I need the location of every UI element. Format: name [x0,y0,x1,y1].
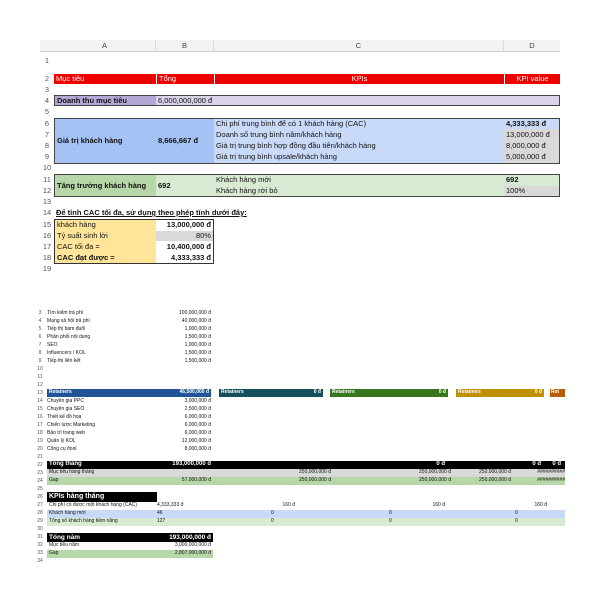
row-number[interactable]: 23 [37,470,43,476]
row-number[interactable]: 10 [37,366,43,372]
kpi-monthly-value[interactable]: 0 [389,510,392,516]
retainer-value: 46,500,000 đ [179,389,209,395]
kpi-name[interactable]: Doanh số trung bình năm/khách hàng [216,130,342,139]
retainer-item-value[interactable]: 6,000,000 đ [184,414,211,420]
customer-value-label[interactable]: Giá trị khách hàng [57,136,123,145]
expense-label[interactable]: Mạng xã hội trả phí [47,318,90,324]
monthly-total-value[interactable]: 0 đ [552,461,561,467]
retainer-item-value[interactable]: 12,000,000 đ [181,438,211,444]
monthly-gap-value[interactable]: 250,000,000 đ [419,477,451,483]
kpi-monthly-label[interactable]: Tổng số khách hàng tiềm năng [49,518,118,524]
row-number[interactable]: 6 [38,334,42,340]
monthly-total-value[interactable]: 0 đ [436,461,445,467]
row-number[interactable]: 9 [44,152,50,161]
row-number[interactable]: 13 [42,197,52,206]
cac-calc-label[interactable]: CAC đạt được = [57,253,115,262]
expense-label[interactable]: SEO [47,342,58,348]
expense-label[interactable]: Tiếp thị liên kết [47,358,81,364]
retainer-item-label[interactable]: Chuyên gia SEO [47,406,85,412]
row-number[interactable]: 7 [38,342,42,348]
cac-calc-value[interactable]: 13,000,000 đ [166,220,211,229]
retainer-item-label[interactable]: Quản lý KOL [47,438,76,444]
row-number[interactable]: 5 [44,107,50,116]
row-number[interactable]: 3 [38,310,42,316]
monthly-total-label[interactable]: Tổng tháng [49,461,82,467]
monthly-gap-value[interactable]: ########## [537,477,565,483]
row-number[interactable]: 30 [37,526,43,532]
yearly-total-label[interactable]: Tổng năm [49,534,81,541]
expense-label[interactable]: Influencers / KOL [47,350,86,356]
expense-label[interactable]: Tiếp thị bám đuổi [47,326,86,332]
retainer-label: Ret [551,389,560,395]
retainer-label: Retainers [49,389,72,395]
retainer-item-value[interactable]: 8,000,000 đ [184,446,211,452]
retainer-item-label[interactable]: Chuyên gia PPC [47,398,84,404]
row-number[interactable]: 22 [37,462,43,468]
monthly-target-value[interactable]: 250,000,000 đ [479,469,511,475]
row-number[interactable]: 31 [37,534,43,540]
row-number[interactable]: 11 [43,175,51,184]
kpi-name[interactable]: Giá trị trung bình hợp đồng đầu tiên/khách hàng [216,141,376,150]
sheet2 [35,308,565,566]
row-number[interactable]: 14 [42,208,52,217]
kpi-monthly-value[interactable]: 0 [271,518,274,524]
row-number[interactable]: 24 [37,478,43,484]
retainer-label: Retainers [332,389,355,395]
monthly-target-value[interactable]: 250,000,000 đ [419,469,451,475]
revenue-value[interactable]: 6,000,000,000 đ [158,96,213,105]
retainer-item-label[interactable]: Bảo trì trang web [47,430,86,436]
growth-kpi-value[interactable]: 100% [506,186,526,195]
kpi-monthly-value[interactable]: 0 [515,518,518,524]
expense-label[interactable]: Phân phối nội dung [47,334,91,340]
retainer-value: 0 đ [438,389,446,395]
yearly-target-label[interactable]: Mục tiêu năm [49,542,80,548]
monthly-gap-value[interactable]: 250,000,000 đ [479,477,511,483]
expense-value[interactable]: 1,000,000 đ [184,342,211,348]
retainer-header[interactable] [219,389,323,397]
expense-value[interactable]: 1,500,000 đ [184,358,211,364]
retainer-value: 0 đ [313,389,321,395]
kpi-value[interactable]: 13,000,000 đ [506,130,550,139]
cac-calc-label[interactable]: CAC tối đa = [57,242,100,251]
retainer-item-value[interactable]: 3,000,000 đ [184,398,211,404]
row-number[interactable]: 15 [42,220,52,229]
sheet1 [40,40,560,275]
column-header-a[interactable]: A [54,40,156,52]
monthly-target-value[interactable]: ########## [537,469,565,475]
monthly-total-value[interactable]: 193,000,000 đ [172,461,211,467]
kpi-monthly-value[interactable]: 160 đ [282,502,295,508]
expense-value[interactable]: 1,500,000 đ [184,350,211,356]
retainer-item-label[interactable]: Thiết kế đồ họa [47,414,82,420]
kpi-monthly-value[interactable]: 0 [271,510,274,516]
row-number[interactable]: 19 [42,264,52,273]
expense-value[interactable]: 40,000,000 đ [181,318,211,324]
row-number[interactable]: 33 [37,550,43,556]
retainer-header[interactable] [330,389,448,397]
column-header-b[interactable]: B [156,40,214,52]
retainer-header[interactable] [47,389,211,397]
monthly-target-value[interactable]: 250,000,000 đ [299,469,331,475]
customer-value-total[interactable]: 8,666,667 đ [158,136,199,145]
yearly-total-value[interactable]: 193,000,000 đ [169,534,211,541]
cac-calc-label[interactable]: khách hàng [57,220,96,229]
kpi-name[interactable]: Giá trị trung bình upsale/khách hàng [216,152,337,161]
row-number[interactable]: 4 [38,318,42,324]
yearly-target-value[interactable]: 3,000,000,000 đ [174,542,211,548]
retainer-header[interactable] [550,389,565,397]
row-number[interactable]: 17 [42,242,52,251]
row-number[interactable]: 17 [37,422,43,428]
kpi-value[interactable]: 4,333,333 đ [506,119,547,128]
kpi-value[interactable]: 5,000,000 đ [506,152,546,161]
row-number[interactable]: 8 [44,141,50,150]
row-number[interactable]: 1 [44,56,50,65]
row-number[interactable]: 8 [38,350,42,356]
cac-calc-value[interactable]: 80% [195,231,211,240]
row-number[interactable]: 5 [38,326,42,332]
cac-calc-label[interactable]: Tỷ suất sinh lời [57,231,108,240]
header-kpi-value[interactable]: KPI value [504,74,560,84]
row-number[interactable]: 7 [44,130,50,139]
header-goal[interactable]: Mục tiêu [54,74,156,84]
kpi-monthly-label[interactable]: Chi phí có được một khách hàng (CAC) [49,502,138,508]
row-number[interactable]: 18 [37,430,43,436]
row-number[interactable]: 13 [37,390,43,396]
row-number[interactable]: 28 [37,510,43,516]
row-number[interactable]: 12 [42,186,52,195]
row-number[interactable]: 14 [37,398,43,404]
row-number[interactable]: 16 [37,414,43,420]
yearly-gap-label[interactable]: Gap [49,550,59,556]
row-number[interactable]: 21 [37,454,43,460]
row-number[interactable]: 19 [37,438,43,444]
retainer-value: 0 đ [534,389,542,395]
row-number[interactable]: 34 [37,558,43,564]
monthly-gap-label[interactable]: Gap [49,477,59,483]
row-number[interactable]: 18 [42,253,52,262]
kpi-monthly-value[interactable]: 160 đ [432,502,445,508]
growth-label[interactable]: Tăng trưởng khách hàng [57,181,147,190]
row-number[interactable]: 32 [37,542,43,548]
row-number[interactable]: 2 [44,74,50,83]
kpi-monthly-row-bg [47,518,565,526]
growth-kpi-name[interactable]: Khách hàng rời bỏ [216,186,278,195]
column-header-d[interactable]: D [529,41,535,50]
monthly-target-label[interactable]: Mục tiêu hàng tháng [49,469,95,475]
row-number[interactable]: 26 [37,494,43,500]
row-number[interactable]: 29 [37,518,43,524]
row-number[interactable]: 6 [44,119,50,128]
retainer-item-label[interactable]: Chiến lược Marketing [47,422,96,428]
column-header-c[interactable]: C [214,40,504,52]
monthly-total-value[interactable]: 0 đ [532,461,541,467]
kpi-monthly-value[interactable]: 46 [157,510,163,516]
monthly-gap-value[interactable]: 250,000,000 đ [299,477,331,483]
row-number[interactable]: 3 [44,85,50,94]
row-number[interactable]: 4 [44,96,50,105]
yearly-gap-value[interactable]: 2,807,000,000 đ [174,550,211,556]
growth-total[interactable]: 692 [158,181,171,190]
row-number[interactable]: 25 [37,486,43,492]
growth-kpi-name[interactable]: Khách hàng mới [216,175,271,184]
expense-value[interactable]: 1,000,000 đ [184,326,211,332]
kpi-monthly-value[interactable]: 127 [157,518,166,524]
expense-value[interactable]: 1,500,000 đ [184,334,211,340]
cac-calc-value[interactable]: 4,333,333 đ [170,253,211,262]
retainer-label: Retainers [221,389,244,395]
row-number[interactable]: 16 [42,231,52,240]
monthly-gap-value[interactable]: 57,000,000 đ [181,477,211,483]
kpi-monthly-row-bg [47,510,565,518]
kpi-monthly-value[interactable]: 160 đ [534,502,547,508]
cac-calc-value[interactable]: 10,400,000 đ [166,242,211,251]
row-number[interactable]: 10 [42,163,52,172]
retainer-item-label[interactable]: Công cụ /tool [47,446,77,452]
revenue-label[interactable]: Doanh thu mục tiêu [55,96,156,105]
cac-note[interactable]: Để tính CAC tối đa, sử dụng theo phép tính dưới đây: [56,208,247,217]
kpi-monthly-value[interactable]: 4,333,333 đ [157,502,184,508]
row-number[interactable]: 20 [37,446,43,452]
row-number[interactable]: 12 [37,382,43,388]
kpi-name[interactable]: Chi phí trung bình để có 1 khách hàng (CAC) [216,119,367,128]
row-number[interactable]: 11 [37,374,43,380]
kpi-monthly-title[interactable]: KPIs hàng tháng [49,493,105,500]
header-total[interactable]: Tổng [156,74,214,84]
retainer-item-value[interactable]: 2,500,000 đ [184,406,211,412]
retainer-label: Retainers [458,389,481,395]
growth-kpi-value[interactable]: 692 [506,175,519,184]
kpi-value[interactable]: 8,000,000 đ [506,141,546,150]
kpi-monthly-value[interactable]: 0 [389,518,392,524]
retainer-header[interactable] [456,389,544,397]
kpi-monthly-label[interactable]: Khách hàng mới [49,510,86,516]
retainer-item-value[interactable]: 6,000,000 đ [184,430,211,436]
expense-value[interactable]: 100,000,000 đ [179,310,211,316]
row-number[interactable]: 9 [38,358,42,364]
row-number[interactable]: 27 [37,502,43,508]
kpi-monthly-value[interactable]: 0 [515,510,518,516]
header-kpis[interactable]: KPIs [214,74,504,84]
expense-label[interactable]: Tìm kiếm trả phí [47,310,84,316]
retainer-item-value[interactable]: 6,000,000 đ [184,422,211,428]
row-number[interactable]: 15 [37,406,43,412]
